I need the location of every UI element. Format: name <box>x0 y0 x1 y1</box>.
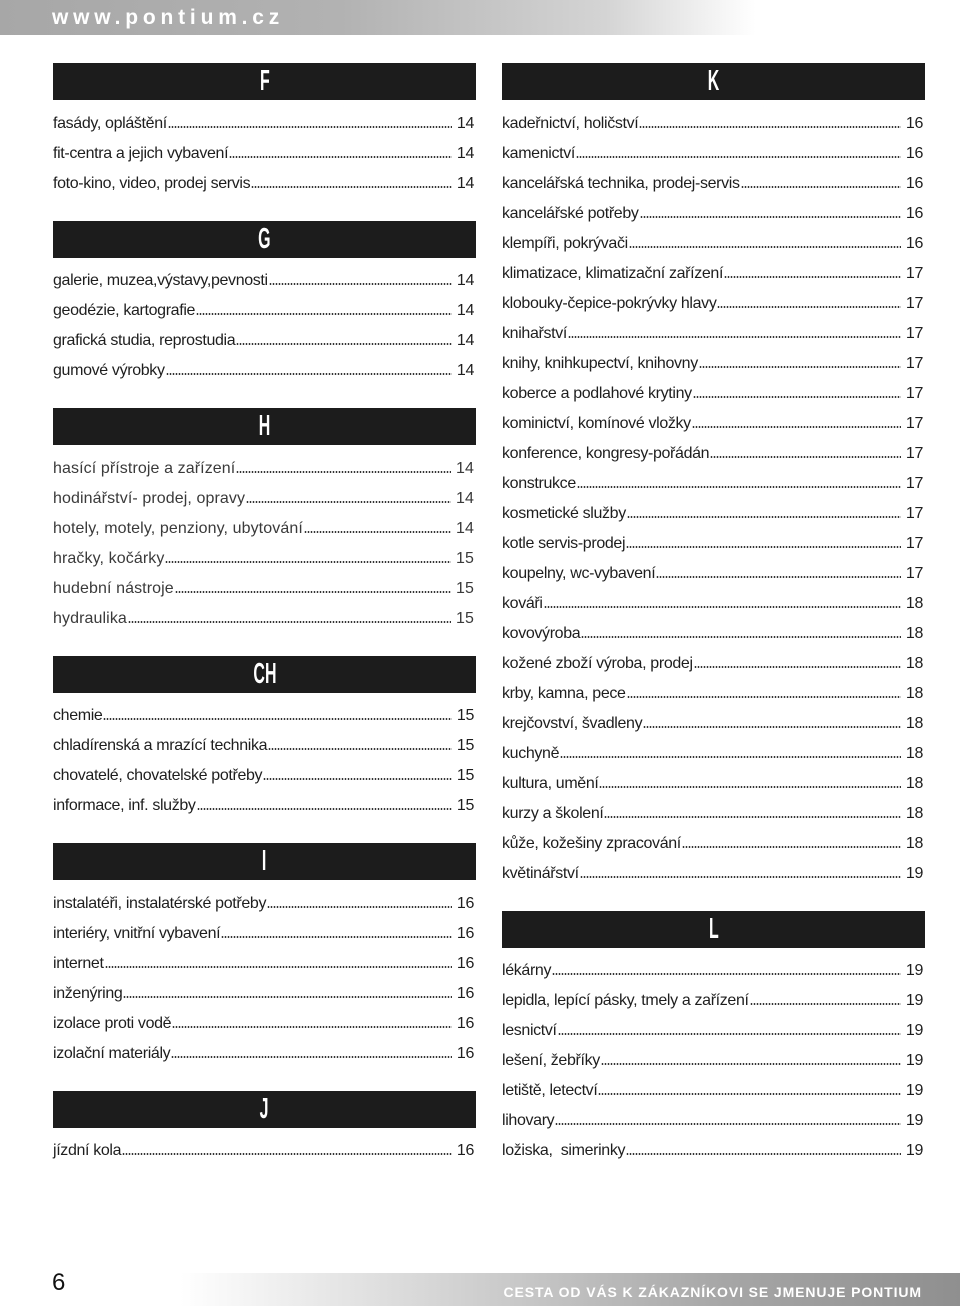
entry-page-number: 17 <box>905 294 923 312</box>
dot-leader <box>627 516 901 518</box>
entry-page-number: 14 <box>456 272 474 289</box>
index-entry <box>502 289 925 319</box>
entry-label: ložiska, simerinky <box>502 1142 626 1159</box>
dot-leader <box>171 1056 452 1058</box>
index-entry <box>502 559 925 589</box>
entry-label: lešení, žebříky <box>502 1052 600 1069</box>
entry-label: inženýring <box>53 984 123 1002</box>
index-entry <box>53 1039 476 1069</box>
page-number: 6 <box>52 1269 66 1296</box>
index-entry <box>53 731 476 761</box>
entry-label: izolace proti vodě <box>53 1014 172 1032</box>
entry-page-number: 17 <box>905 354 923 372</box>
entry-page-number: 17 <box>905 324 923 342</box>
entry-label: kováři <box>502 594 543 612</box>
entry-page-number: 19 <box>905 992 923 1009</box>
index-entry <box>502 1136 925 1166</box>
entry-label: kotle servis-prodej <box>502 534 626 552</box>
dot-leader <box>639 126 901 128</box>
entry-label: kadeřnictví, holičství <box>502 114 639 132</box>
entry-page-number: 14 <box>456 489 474 507</box>
section-letter: H <box>258 410 271 442</box>
index-entry <box>502 986 925 1016</box>
dot-leader <box>175 591 451 593</box>
dot-leader <box>576 156 901 158</box>
index-entry <box>502 109 925 139</box>
entry-page-number: 16 <box>905 204 923 222</box>
entry-page-number: 17 <box>905 534 923 552</box>
index-section-g <box>53 221 476 387</box>
dot-leader <box>263 778 452 780</box>
section-header-bar <box>502 911 925 948</box>
entry-page-number: 19 <box>905 1082 923 1099</box>
entry-page-number: 14 <box>456 144 474 162</box>
index-entry <box>53 889 476 919</box>
index-entry <box>502 229 925 259</box>
index-entry <box>53 356 476 386</box>
entry-page-number: 19 <box>905 1052 923 1069</box>
entry-label: knihařství <box>502 324 567 342</box>
index-entry <box>502 829 925 859</box>
index-entry <box>502 739 925 769</box>
section-header-bar <box>53 63 476 100</box>
entry-page-number: 16 <box>905 234 923 252</box>
entry-page-number: 18 <box>905 804 923 822</box>
entry-label: hotely, motely, penziony, ubytování <box>53 519 303 537</box>
dot-leader <box>598 1093 900 1095</box>
index-entry <box>502 589 925 619</box>
index-section-j <box>53 1091 476 1167</box>
entry-page-number: 16 <box>456 894 474 912</box>
index-entry <box>53 544 476 574</box>
entry-label: fit-centra a jejich vybavení <box>53 144 229 162</box>
dot-leader <box>640 216 901 218</box>
entry-page-number: 15 <box>456 549 474 567</box>
entry-label: koberce a podlahové krytiny <box>502 384 692 402</box>
entry-label: lihovary <box>502 1112 555 1129</box>
entry-label: knihy, knihkupectví, knihovny <box>502 354 698 372</box>
entry-page-number: 18 <box>905 624 923 642</box>
entry-page-number: 18 <box>905 684 923 702</box>
dot-leader <box>560 756 901 758</box>
dot-leader <box>604 816 900 818</box>
entry-page-number: 19 <box>905 962 923 979</box>
dot-leader <box>166 373 452 375</box>
dot-leader <box>629 246 901 248</box>
entry-label: kancelářské potřeby <box>502 204 639 222</box>
header-band <box>0 0 756 35</box>
dot-leader <box>236 471 451 473</box>
entry-label: instalatéři, instalatérské potřeby <box>53 894 267 912</box>
index-entry <box>502 409 925 439</box>
dot-leader <box>128 621 451 623</box>
index-column-right <box>502 63 925 1188</box>
entry-label: foto-kino, video, prodej servis <box>53 174 251 192</box>
entry-page-number: 14 <box>456 174 474 192</box>
index-entry <box>53 109 476 139</box>
entry-label: chemie <box>53 707 103 724</box>
index-section-l <box>502 911 925 1167</box>
entry-page-number: 16 <box>905 174 923 192</box>
index-entry <box>502 859 925 889</box>
dot-leader <box>251 186 452 188</box>
entry-page-number: 19 <box>905 864 923 882</box>
dot-leader <box>626 1153 901 1155</box>
dot-leader <box>544 606 901 608</box>
index-entry <box>502 529 925 559</box>
entry-label: klobouky-čepice-pokrývky hlavy <box>502 294 717 312</box>
entry-label: krejčovství, švadleny <box>502 714 643 732</box>
dot-leader <box>168 126 452 128</box>
entry-page-number: 16 <box>456 984 474 1002</box>
index-entry <box>53 1009 476 1039</box>
index-entry <box>502 649 925 679</box>
entry-label: hudební nástroje <box>53 579 174 597</box>
entry-page-number: 14 <box>456 114 474 132</box>
index-entry <box>502 499 925 529</box>
entry-page-number: 18 <box>905 834 923 852</box>
entry-label: hodinářství- prodej, opravy <box>53 489 246 507</box>
entry-page-number: 18 <box>905 654 923 672</box>
dot-leader <box>710 456 901 458</box>
index-entry <box>502 769 925 799</box>
dot-leader <box>267 906 452 908</box>
index-entry <box>53 169 476 199</box>
dot-leader <box>692 426 901 428</box>
entry-page-number: 14 <box>456 302 474 319</box>
entry-label: kominictví, komínové vložky <box>502 414 691 432</box>
index-entry <box>502 169 925 199</box>
entry-label: konference, kongresy-pořádán <box>502 444 710 462</box>
dot-leader <box>105 966 452 968</box>
entry-page-number: 14 <box>456 332 474 349</box>
dot-leader <box>236 343 452 345</box>
index-entry <box>502 1076 925 1106</box>
entry-label: klempíři, pokrývači <box>502 234 628 252</box>
entry-label: grafická studia, reprostudia <box>53 332 236 349</box>
section-header-bar <box>53 656 476 693</box>
index-entry <box>53 919 476 949</box>
dot-leader <box>269 283 452 285</box>
index-entry <box>53 296 476 326</box>
dot-leader <box>694 666 901 668</box>
dot-leader <box>656 576 901 578</box>
entry-page-number: 17 <box>905 564 923 582</box>
entry-page-number: 19 <box>905 1142 923 1159</box>
dot-leader <box>123 996 451 998</box>
entry-label: kultura, umění <box>502 774 599 792</box>
entry-page-number: 18 <box>905 744 923 762</box>
index-entry <box>53 484 476 514</box>
index-entry <box>53 139 476 169</box>
index-section-k <box>502 63 925 889</box>
entry-page-number: 15 <box>456 579 474 597</box>
entry-page-number: 15 <box>456 707 474 724</box>
entry-page-number: 16 <box>456 1014 474 1032</box>
dot-leader <box>682 846 901 848</box>
dot-leader <box>599 786 900 788</box>
entry-label: klimatizace, klimatizační zařízení <box>502 264 724 282</box>
dot-leader <box>693 396 901 398</box>
index-entry <box>502 679 925 709</box>
index-entry <box>53 574 476 604</box>
entry-page-number: 17 <box>905 264 923 282</box>
entry-page-number: 15 <box>456 767 474 784</box>
entry-label: izolační materiály <box>53 1044 171 1062</box>
dot-leader <box>246 501 451 503</box>
entry-page-number: 14 <box>456 362 474 379</box>
dot-leader <box>601 1063 901 1065</box>
entry-page-number: 16 <box>905 144 923 162</box>
entry-page-number: 18 <box>905 594 923 612</box>
index-entry <box>502 379 925 409</box>
entry-label: koupelny, wc-vybavení <box>502 564 656 582</box>
entry-label: krby, kamna, pece <box>502 684 626 702</box>
dot-leader <box>699 366 901 368</box>
dot-leader <box>558 1033 901 1035</box>
entry-label: fasády, opláštění <box>53 114 167 132</box>
index-entry <box>502 349 925 379</box>
entry-label: lesnictví <box>502 1022 557 1039</box>
entry-label: konstrukce <box>502 474 576 492</box>
index-column-left <box>53 63 476 1188</box>
entry-label: interiéry, vnitřní vybavení <box>53 924 221 942</box>
entry-page-number: 15 <box>456 797 474 814</box>
entry-label: chladírenská a mrazící technika <box>53 737 268 754</box>
index-entry <box>53 266 476 296</box>
section-letter: G <box>258 222 271 255</box>
index-entry <box>53 326 476 356</box>
entry-label: hydraulika <box>53 609 127 627</box>
dot-leader <box>626 546 901 548</box>
dot-leader <box>581 636 901 638</box>
index-entry <box>502 469 925 499</box>
index-section-h <box>53 408 476 634</box>
index-entry <box>53 514 476 544</box>
entry-label: jízdní kola <box>53 1142 122 1159</box>
entry-label: kamenictví <box>502 144 575 162</box>
index-entry <box>53 761 476 791</box>
dot-leader <box>229 156 452 158</box>
section-header-bar <box>53 408 476 445</box>
index-entry <box>502 956 925 986</box>
section-header-bar <box>53 221 476 258</box>
index-entry <box>502 439 925 469</box>
index-entry <box>502 259 925 289</box>
index-entry <box>53 454 476 484</box>
entry-label: kůže, kožešiny zpracování <box>502 834 681 852</box>
section-letter: L <box>708 912 719 945</box>
entry-label: květinářství <box>502 864 579 882</box>
entry-page-number: 17 <box>905 474 923 492</box>
entry-page-number: 17 <box>905 384 923 402</box>
entry-label: internet <box>53 954 104 972</box>
index-entry <box>53 604 476 634</box>
section-letter: F <box>259 65 270 97</box>
dot-leader <box>172 1026 452 1028</box>
entry-page-number: 18 <box>905 774 923 792</box>
dot-leader <box>577 486 901 488</box>
dot-leader <box>724 276 901 278</box>
entry-page-number: 19 <box>905 1112 923 1129</box>
entry-page-number: 16 <box>456 1142 474 1159</box>
entry-label: kurzy a školení <box>502 804 604 822</box>
entry-page-number: 16 <box>456 1044 474 1062</box>
entry-label: geodézie, kartografie <box>53 302 196 319</box>
dot-leader <box>122 1153 452 1155</box>
entry-label: kovovýroba <box>502 624 581 642</box>
section-letter: K <box>707 65 720 97</box>
dot-leader <box>568 336 901 338</box>
entry-page-number: 14 <box>456 519 474 537</box>
entry-label: hračky, kočárky <box>53 549 165 567</box>
section-header-bar <box>53 843 476 880</box>
index-section-i <box>53 843 476 1069</box>
section-header-bar <box>502 63 925 100</box>
index-entry <box>502 799 925 829</box>
entry-label: kožené zboží výroba, prodej <box>502 654 693 672</box>
dot-leader <box>717 306 900 308</box>
index-entry <box>502 619 925 649</box>
dot-leader <box>221 936 452 938</box>
dot-leader <box>627 696 901 698</box>
entry-page-number: 14 <box>456 459 474 477</box>
entry-label: gumové výrobky <box>53 362 165 379</box>
entry-page-number: 17 <box>905 444 923 462</box>
entry-label: galerie, muzea,výstavy,pevnosti <box>53 272 268 289</box>
index-section-ch <box>53 656 476 822</box>
index-section-f <box>53 63 476 199</box>
dot-leader <box>555 1123 901 1125</box>
dot-leader <box>304 531 451 533</box>
entry-page-number: 15 <box>456 609 474 627</box>
dot-leader <box>165 561 451 563</box>
entry-page-number: 15 <box>456 737 474 754</box>
entry-label: kancelářská technika, prodej-servis <box>502 174 740 192</box>
index-entry <box>502 1016 925 1046</box>
entry-page-number: 16 <box>456 924 474 942</box>
entry-label: kosmetické služby <box>502 504 626 522</box>
dot-leader <box>268 748 452 750</box>
section-header-bar <box>53 1091 476 1128</box>
index-entry <box>502 319 925 349</box>
section-letter: J <box>260 1092 269 1125</box>
entry-label: letiště, letectví <box>502 1082 598 1099</box>
entry-label: chovatelé, chovatelské potřeby <box>53 767 263 784</box>
index-entry <box>502 709 925 739</box>
section-letter: CH <box>252 657 277 690</box>
section-letter: I <box>262 845 267 877</box>
site-url: www.pontium.cz <box>52 6 285 29</box>
entry-label: kuchyně <box>502 744 560 762</box>
entry-page-number: 16 <box>905 114 923 132</box>
entry-page-number: 17 <box>905 414 923 432</box>
dot-leader <box>196 313 452 315</box>
entry-label: hasící přístroje a zařízení <box>53 459 236 477</box>
dot-leader <box>580 876 901 878</box>
index-entry <box>53 1136 476 1166</box>
dot-leader <box>197 808 452 810</box>
entry-label: informace, inf. služby <box>53 797 196 814</box>
dot-leader <box>643 726 901 728</box>
index-entry <box>502 199 925 229</box>
entry-page-number: 17 <box>905 504 923 522</box>
dot-leader <box>741 186 901 188</box>
entry-page-number: 19 <box>905 1022 923 1039</box>
dot-leader <box>552 973 901 975</box>
index-entry <box>502 1046 925 1076</box>
footer-slogan: CESTA OD VÁS K ZÁKAZNÍKOVI SE JMENUJE PONTIUM <box>503 1284 922 1300</box>
entry-page-number: 18 <box>905 714 923 732</box>
index-entry <box>53 701 476 731</box>
entry-page-number: 16 <box>456 954 474 972</box>
dot-leader <box>103 718 451 720</box>
entry-label: lepidla, lepící pásky, tmely a zařízení <box>502 992 749 1009</box>
index-entry <box>53 979 476 1009</box>
index-entry <box>53 791 476 821</box>
index-entry <box>53 949 476 979</box>
dot-leader <box>750 1003 901 1005</box>
index-entry <box>502 139 925 169</box>
index-entry <box>502 1106 925 1136</box>
entry-label: lékárny <box>502 962 552 979</box>
